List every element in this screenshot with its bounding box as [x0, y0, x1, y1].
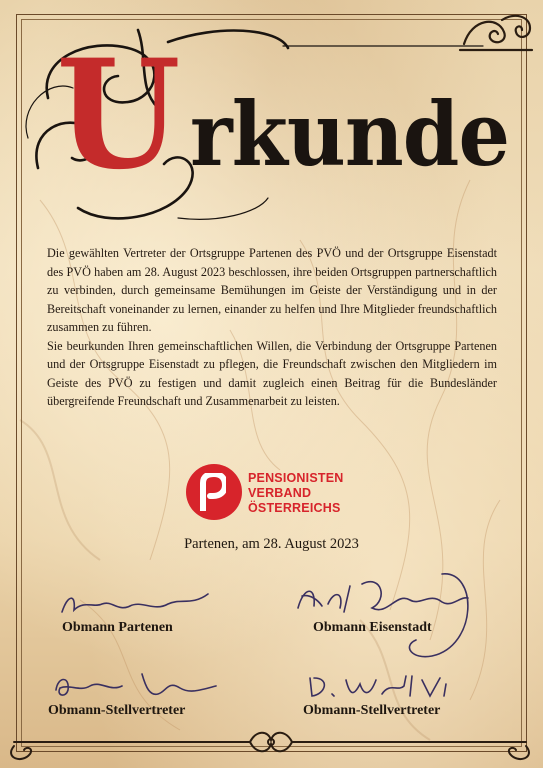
bottom-ornament	[0, 728, 543, 768]
signature-label-obmann-stellvertreter-1: Obmann-Stellvertreter	[48, 703, 186, 718]
logo-line-3: ÖSTERREICHS	[248, 501, 341, 515]
signature-obmann-stellvertreter-1	[50, 668, 220, 704]
body-paragraph-1: Die gewählten Vertreter der Ortsgruppe Partenen des PVÖ und der Ortsgruppe Eisenstadt des PVÖ haben am 28. August 2023 beschlossen, ihre beiden Ortsgruppen partnerschaftlich zu verbinden, durch gemeinsame Bemühungen im Geiste der Verständigung und in der Bereitschaft voneinander zu lernen, einander zu helfen und Ihre Mitglieder freundschaftlich zusammen zu führen.	[47, 246, 497, 334]
pvo-p-icon	[200, 473, 226, 511]
logo-line-2: VERBAND	[248, 486, 312, 500]
pvo-logo-text	[248, 471, 343, 516]
signature-label-obmann-stellvertreter-2: Obmann-Stellvertreter	[303, 703, 441, 718]
signature-obmann-partenen	[58, 586, 218, 622]
title-initial-letter: U	[56, 27, 181, 203]
certificate-body	[47, 244, 497, 411]
logo-line-1: PENSIONISTEN	[248, 471, 344, 485]
signature-obmann-eisenstadt	[292, 556, 482, 666]
pvo-logo	[186, 464, 356, 524]
signature-label-obmann-eisenstadt: Obmann Eisenstadt	[313, 620, 432, 635]
body-paragraph-2: Sie beurkunden Ihren gemeinschaftlichen Willen, die Verbindung der Ortsgruppe Partenen und der Ortsgruppe Eisenstadt zu pflegen, die Freundschaft zwischen den Mitgliedern im Geiste des PVÖ zu festigen und damit zugleich einen Beitrag für die Bundesländer übergreifende Freundschaft und Zusammenarbeit zu leisten.	[47, 338, 497, 408]
signature-label-obmann-partenen: Obmann Partenen	[62, 620, 173, 635]
certificate-title	[18, 18, 523, 228]
pvo-logo-circle	[186, 464, 242, 520]
title-text: rkunde	[190, 82, 510, 186]
place-date: Partenen, am 28. August 2023	[184, 536, 359, 552]
signature-obmann-stellvertreter-2	[306, 670, 456, 704]
